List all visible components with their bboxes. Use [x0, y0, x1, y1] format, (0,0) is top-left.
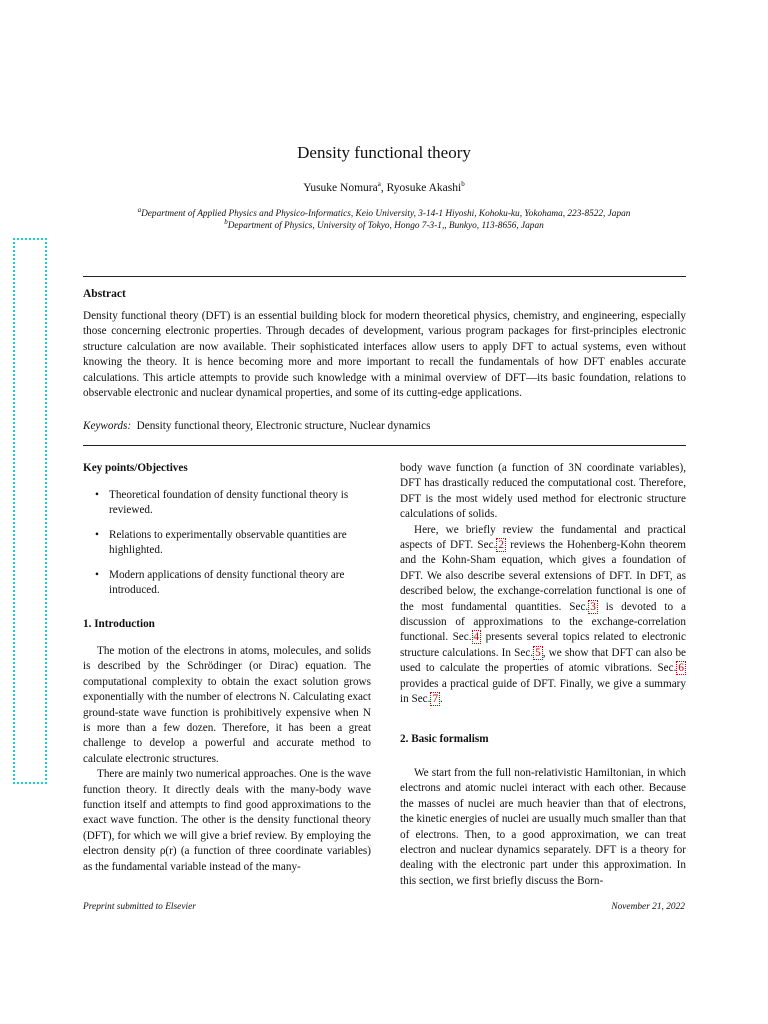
section-link-5[interactable]: 5	[535, 646, 541, 659]
intro-paragraph-1: The motion of the electrons in atoms, molecules, and solids is described by the Schrödinger (or Dirac) equation. The computational complexity to obtain the exact solution grows exponentially with the number of electrons N. Calculating exact ground-state wave function is prohibitively expensive when N is more than a few dozen. Therefore, it has been a great challenge to develop a powerful and accurate method to calculate electronic structures.	[83, 645, 371, 765]
keywords-label: Keywords:	[83, 420, 132, 432]
keywords-text: Density functional theory, Electronic structure, Nuclear dynamics	[136, 420, 431, 432]
text-run: .	[440, 693, 443, 706]
basic-formalism-body	[400, 766, 686, 889]
key-point-item: • Modern applications of density functional theory are introduced.	[93, 568, 371, 599]
intro-paragraph-4	[400, 523, 686, 708]
abstract-text: Density functional theory (DFT) is an essential building block for modern theoretical physics, chemistry, and engineering, especially those concerning electronic properties. Through decades of development, various program packages for first-principles electronic structure calculation are now available. Their sophisticated interfaces allow users to apply DFT to actual systems, even without knowing the theory. It is hence becoming more and more important to recall the fundamentals of how DFT enables accurate calculations. This article attempts to provide such knowledge with a minimal overview of DFT—its basic foundation, relations to observable electronic and nuclear dynamical properties, and some of its cutting-edge applications.	[83, 310, 686, 400]
intro-continued	[400, 461, 686, 708]
author-line	[0, 182, 768, 194]
key-point-item: • Relations to experimentally observable quantities are highlighted.	[93, 528, 371, 559]
abstract-bottom-rule	[83, 445, 686, 446]
keywords	[83, 420, 686, 432]
affiliation-b-text: Department of Physics, University of Tokyo, Hongo 7-3-1,, Bunkyo, 113-8656, Japan	[227, 221, 544, 231]
basic-formalism-heading: 2. Basic formalism	[400, 733, 489, 745]
intro-body	[83, 644, 371, 875]
key-point-item: • Theoretical foundation of density functional theory is reviewed.	[93, 488, 371, 519]
author-1: Yusuke Nomura	[303, 182, 378, 194]
margin-link-box[interactable]	[13, 238, 47, 784]
section-link-7[interactable]: 7	[432, 693, 439, 706]
text-run: reviews the Hohenberg-Kohn theorem and the Kohn-Sham equation, which gives a foundation of DFT. We also describe several extensions of DFT. In DFT, as described below, the exchange-correlation functional is one of the most fundamental quantities. Sec.	[400, 539, 686, 613]
author-2: Ryosuke Akashi	[386, 182, 462, 194]
author-1-affil-mark: a	[377, 180, 381, 189]
text-run: is devoted to a discussion of approximations to the exchange-correlation functional. Sec.	[400, 600, 687, 644]
abstract-heading: Abstract	[83, 288, 126, 300]
section-link-2[interactable]: 2	[498, 539, 504, 552]
intro-heading: 1. Introduction	[83, 618, 155, 630]
section-link-4[interactable]: 4	[473, 631, 480, 644]
paper-title: Density functional theory	[297, 143, 471, 162]
affiliation-b	[0, 217, 768, 231]
text-run: provides a practical guide of DFT. Finally, we give a summary in Sec.	[400, 677, 686, 706]
author-separator: ,	[380, 182, 387, 194]
text-run: , we show that DFT can also be used to calculate the properties of atomic vibrations. Sec.	[400, 646, 687, 675]
section-link-6[interactable]: 6	[678, 662, 684, 675]
affiliation-b-mark: b	[224, 217, 228, 226]
intro-paragraph-3: body wave function (a function of 3N coordinate variables), DFT has drastically reduced the computational cost. Therefore, DFT is the most widely used method for electronic structure calculations of solids.	[400, 462, 686, 521]
text-run: Here, we briefly review the fundamental and practical aspects of DFT. Sec.	[400, 523, 686, 552]
abstract-top-rule	[83, 276, 686, 277]
intro-paragraph-2: There are mainly two numerical approaches. One is the wave function theory. It directly deals with the many-body wave function itself and attempts to find good approximations to the exact wave function. The other is the density functional theory (DFT), for which we will give a brief review. By employing the electron density ρ(r) (a function of three coordinate variables) as the fundamental variable instead of the many-	[83, 768, 371, 873]
affiliation-a	[0, 205, 768, 219]
footer-preprint: Preprint submitted to Elsevier	[83, 902, 196, 912]
affiliation-a-mark: a	[137, 205, 142, 214]
key-points-list	[93, 488, 371, 607]
section-link-3[interactable]: 3	[590, 600, 596, 613]
basic-paragraph-1: We start from the full non-relativistic Hamiltonian, in which electrons and atomic nuclei interact with each other. Because the masses of nuclei are much heavier than that of electrons, the kinetic energies of nuclei are usually much smaller than that of electrons. Then, to a good approximation, we can treat electron and nuclear dynamics separately. DFT is a theory for dealing with the electronic part under this approximation. In this section, we first briefly discuss the Born-	[400, 767, 686, 887]
affiliation-a-text: Department of Applied Physics and Physico-Informatics, Keio University, 3-14-1 Hiyoshi, Kohoku-ku, Yokohama, 223-8522, Japan	[141, 209, 631, 219]
text-run: presents several topics related to electronic structure calculations. In Sec.	[400, 631, 687, 659]
author-2-affil-mark: b	[461, 180, 465, 189]
key-points-heading: Key points/Objectives	[83, 462, 188, 474]
footer-date: November 21, 2022	[611, 902, 685, 912]
